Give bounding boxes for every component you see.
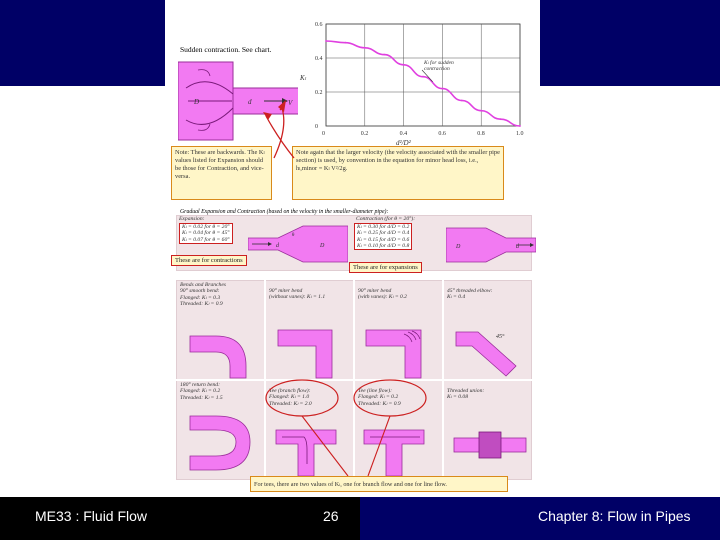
svg-text:d: d: [276, 243, 279, 249]
contraction-header: Contraction (for θ = 20°):: [356, 216, 416, 222]
x-tick-label: 0.4: [399, 131, 408, 137]
contraction-title: Sudden contraction. See chart.: [180, 45, 272, 54]
tee-branch-label: Tee (branch flow): Flanged: Kₗ = 1.0 Threaded: Kₗ = 2.0: [269, 388, 312, 407]
y-tick-label: 0.6: [315, 22, 323, 28]
bend-label-smooth: Bends and Branches 90° smooth bend: Flanged: Kₗ = 0.3 Threaded: Kₗ = 0.9: [180, 282, 226, 307]
svg-text:d: d: [516, 244, 519, 250]
footer-bar: [0, 497, 720, 540]
expansion-line: Kₗ = 0.02 for θ = 20°: [182, 224, 230, 230]
svg-text:θ: θ: [292, 233, 295, 238]
svg-text:d: d: [248, 98, 252, 106]
chart-legend: Kₗ for sudden contraction: [424, 60, 454, 73]
tee-note-text: For tees, there are two values of Kₗ, one for branch flow and one for line flow.: [254, 481, 447, 488]
y-tick-label: 0.2: [315, 90, 323, 96]
y-axis-label: Kₗ: [300, 74, 306, 82]
expansion-line: Kₗ = 0.04 for θ = 45°: [182, 230, 230, 237]
note-velocity-text: Note again that the larger velocity (the velocity associated with the smaller pipe section) is used, by convention in the equation for minor head loss, i.e., hₗ,minor = Kₗ V²/2g.: [296, 149, 500, 172]
label-expansions: These are for expansions: [349, 262, 422, 273]
x-tick-label: 0.2: [360, 131, 369, 137]
tee-line-label: Tee (line flow): Flanged: Kₗ = 0.2 Threaded: Kₗ = 0.9: [358, 388, 401, 407]
bend-label-elbow: 45° threaded elbow: Kₗ = 0.4: [447, 288, 493, 301]
contraction-line: Kₗ = 0.25 for d/D = 0.4: [357, 230, 410, 237]
bend-label-return: 180° return bend: Flanged: Kₗ = 0.2 Threaded: Kₗ = 1.5: [180, 382, 223, 401]
tee-highlight-ellipses: [168, 8, 538, 495]
x-tick-label: 0: [322, 131, 325, 137]
right-navy-block: [540, 0, 720, 86]
y-tick-label: 0.4: [315, 56, 323, 62]
y-tick-label: 0: [315, 124, 318, 130]
bend-label-miter-vanes: 90° miter bend (with vanes): Kₗ = 0.2: [358, 288, 407, 301]
label-contractions: These are for contractions: [171, 255, 247, 266]
footer-page-number: 26: [323, 508, 339, 524]
contraction-line: Kₗ = 0.15 for d/D = 0.6: [357, 236, 410, 243]
x-tick-label: 1.0: [516, 131, 524, 137]
gradual-caption: Gradual Expansion and Contraction (based on the velocity in the smaller-diameter pipe):: [180, 209, 389, 215]
union-label: Threaded union: Kₗ = 0.08: [447, 388, 485, 401]
bend-label-miter-no-vanes: 90° miter bend (without vanes): Kₗ = 1.1: [269, 288, 326, 301]
x-tick-label: 0.8: [477, 131, 485, 137]
x-axis-label: d²/D²: [396, 139, 411, 146]
svg-text:D: D: [320, 243, 325, 249]
expansion-header: Expansion:: [179, 216, 205, 222]
x-tick-label: 0.6: [438, 131, 446, 137]
contraction-line: Kₗ = 0.30 for d/D = 0.2: [357, 224, 410, 230]
contraction-line: Kₗ = 0.10 for d/D = 0.8: [357, 242, 410, 249]
tee-note: [250, 476, 508, 492]
footer-course-title: ME33 : Fluid Flow: [35, 508, 148, 524]
svg-text:D: D: [456, 244, 461, 250]
textbook-figure: [168, 8, 538, 495]
svg-text:D: D: [194, 98, 200, 106]
footer-chapter-title: Chapter 8: Flow in Pipes: [538, 508, 691, 524]
expansion-line: Kₗ = 0.07 for θ = 60°: [182, 236, 230, 243]
svg-text:V: V: [288, 99, 293, 107]
svg-text:45°: 45°: [496, 334, 505, 340]
left-navy-block: [0, 0, 165, 86]
note-backwards-text: Note: These are backwards. The Kₗ values listed for Expansion should be those for Contraction, and vice-versa.: [175, 149, 265, 180]
